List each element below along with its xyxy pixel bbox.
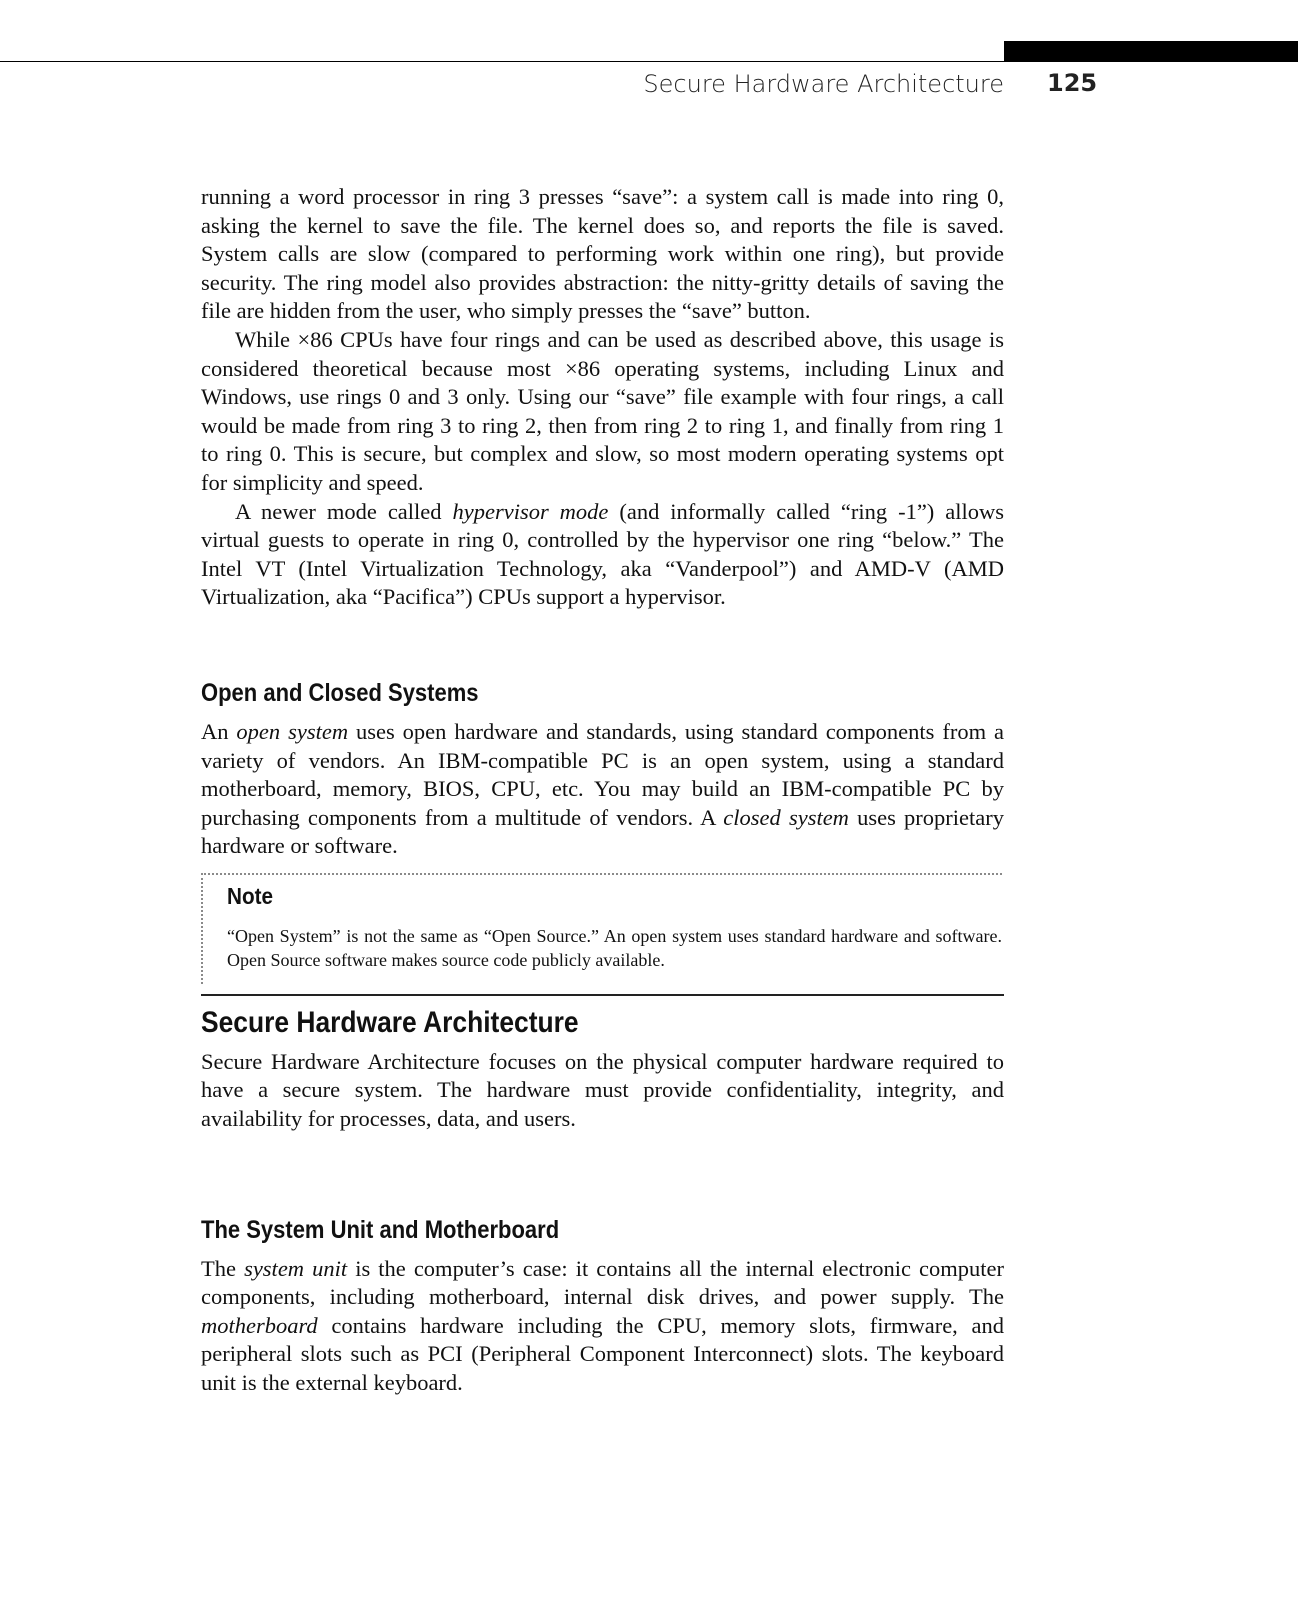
running-head: Secure Hardware Architecture — [643, 70, 1004, 98]
text-span: (and informally called “ring -1”) allows virtual guests to operate in ring 0, controlled by the hypervisor one ring “below.” The Intel VT (Intel Virtualization Technology, aka “Vanderpool”) and AMD-V (AMD Virtualization, aka “Pacifica”) CPUs support a hypervisor. — [201, 498, 1004, 610]
text-span: A newer mode called — [235, 498, 453, 524]
section-heading-open-closed: Open and Closed Systems — [201, 678, 479, 707]
secure-hardware-paragraph: Secure Hardware Architecture focuses on the physical computer hardware required to have a secure system. The hardware must provide confidentiality, integrity, and availability for processes, data, and users. — [201, 1048, 1004, 1132]
text-span: uses proprietary hardware or software. — [201, 804, 1005, 859]
term-system-unit: system unit — [244, 1255, 348, 1281]
section-secure-hardware — [201, 1006, 1004, 1134]
section-heading-secure-hardware: Secure Hardware Architecture — [201, 1005, 579, 1039]
intro-paragraph-1: running a word processor in ring 3 presses “save”: a system call is made into ring 0, asking the kernel to save the file. The kernel does so, and reports the file is saved. System calls are slow (compared to performing work within one ring), but provide security. The ring model also provides abstraction: the nitty-gritty details of saving the file are hidden from the user, who simply presses the “save” button. — [201, 184, 1004, 324]
section-heading-system-unit: The System Unit and Motherboard — [201, 1215, 560, 1244]
text-span: The — [201, 1255, 245, 1281]
note-text: “Open System” is not the same as “Open Source.” An open system uses standard hardware and software. Open Source software makes source code publicly available. — [227, 925, 1002, 970]
intro-paragraph-2: While ×86 CPUs have four rings and can be used as described above, this usage is considered theoretical because most ×86 operating systems, including Linux and Windows, use rings 0 and 3 only. Using our “save” file example with four rings, a call would be made from ring 3 to ring 2, then from ring 2 to ring 1, and finally from ring 1 to ring 0. This is secure, but complex and slow, so most modern operating systems opt for simplicity and speed. — [201, 326, 1004, 495]
text-span: is the computer’s case: it contains all the internal electronic computer components, including motherboard, internal disk drives, and power supply. The — [201, 1255, 1004, 1310]
term-closed-system: closed system — [723, 804, 849, 830]
note-box — [201, 873, 1002, 984]
term-open-system: open system — [236, 718, 349, 744]
text-span: contains hardware including the CPU, memory slots, firmware, and peripheral slots such as PCI (Peripheral Component Interconnect) slots. The keyboard unit is the external keyboard. — [201, 1312, 1004, 1396]
text-span: uses open hardware and standards, using standard components from a variety of vendors. An IBM-compatible PC is an open system, using a standard motherboard, memory, BIOS, CPU, etc. You may build an IBM-compatible PC by purchasing components from a multitude of vendors. A — [201, 718, 1004, 830]
text-span: An — [201, 718, 237, 744]
open-closed-paragraph — [201, 718, 1004, 861]
page-number: 125 — [1047, 69, 1098, 97]
header-bar — [1004, 41, 1298, 62]
section-system-unit — [201, 1216, 1004, 1398]
section-divider — [201, 994, 1004, 996]
term-motherboard: motherboard — [201, 1312, 318, 1338]
page-body — [201, 183, 1004, 1398]
note-title: Note — [227, 882, 274, 909]
system-unit-paragraph — [201, 1255, 1004, 1398]
section-open-closed — [201, 679, 1004, 861]
intro-paragraph-3 — [201, 498, 1004, 612]
term-hypervisor-mode: hypervisor mode — [452, 498, 609, 524]
